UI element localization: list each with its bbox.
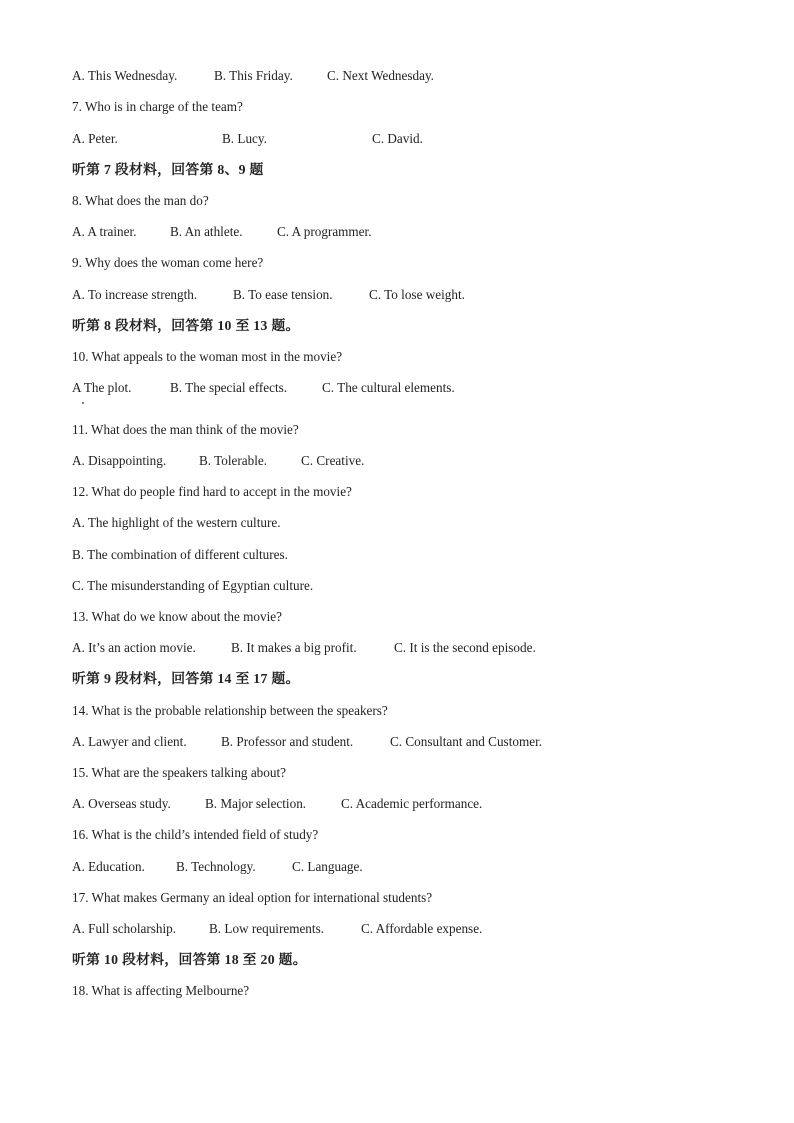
answer-option: C. The cultural elements. [322,380,455,395]
answer-option: C. Creative. [301,453,365,468]
question-text: 11. What does the man think of the movie? [72,422,299,437]
answer-option: C. Consultant and Customer. [390,734,543,749]
answer-option: B. Lucy. [222,131,267,146]
answer-option: A. Education. [72,859,145,874]
question-text: 17. What makes Germany an ideal option for international students? [72,890,433,905]
question-text: A. The highlight of the western culture. [72,515,281,530]
answer-option: B. Professor and student. [221,734,354,749]
question-text: 10. What appeals to the woman most in the movie? [72,349,343,364]
answer-option: B. To ease tension. [233,287,333,302]
answer-option: B. Major selection. [205,796,307,811]
section-heading: 听第 9 段材料，回答第 14 至 17 题。 [72,671,300,686]
section-heading: 听第 8 段材料，回答第 10 至 13 题。 [72,318,300,333]
answer-option: A. A trainer. [72,224,137,239]
answer-option: C. A programmer. [277,224,372,239]
question-text: 15. What are the speakers talking about? [72,765,286,780]
answer-option: C. Language. [292,859,363,874]
question-text: 7. Who is in charge of the team? [72,99,243,114]
question-text: 13. What do we know about the movie? [72,609,282,624]
answer-option: A The plot. [72,380,132,395]
section-heading: 听第 7 段材料，回答第 8、9 题 [72,162,264,177]
answer-option: B. Tolerable. [199,453,268,468]
section-heading: 听第 10 段材料，回答第 18 至 20 题。 [72,952,307,967]
question-text: 18. What is affecting Melbourne? [72,983,250,998]
answer-option: C. David. [372,131,423,146]
answer-option: C. To lose weight. [369,287,465,302]
question-text: B. The combination of different cultures. [72,547,288,562]
answer-option: C. It is the second episode. [394,640,536,655]
answer-option: A. To increase strength. [72,287,198,302]
answer-option: A. It’s an action movie. [72,640,196,655]
answer-option: C. Next Wednesday. [327,68,434,83]
question-text: 14. What is the probable relationship between the speakers? [72,703,388,718]
answer-option: B. Low requirements. [209,921,324,936]
answer-option: A. Full scholarship. [72,921,177,936]
answer-option: B. An athlete. [170,224,243,239]
answer-option: B. Technology. [176,859,256,874]
question-text: 12. What do people find hard to accept in the movie? [72,484,352,499]
question-text: 8. What does the man do? [72,193,209,208]
answer-option: A. This Wednesday. [72,68,178,83]
answer-option: A. Overseas study. [72,796,171,811]
answer-option: C. Affordable expense. [361,921,483,936]
answer-option: A. Peter. [72,131,118,146]
answer-option: B. It makes a big profit. [231,640,357,655]
answer-option: B. The special effects. [170,380,288,395]
answer-option: A. Disappointing. [72,453,167,468]
stray-dot [82,402,84,404]
question-text: 16. What is the child’s intended field of study? [72,827,319,842]
question-text: 9. Why does the woman come here? [72,255,264,270]
question-text: C. The misunderstanding of Egyptian culture. [72,578,314,593]
answer-option: A. Lawyer and client. [72,734,187,749]
answer-option: C. Academic performance. [341,796,483,811]
answer-option: B. This Friday. [214,68,293,83]
